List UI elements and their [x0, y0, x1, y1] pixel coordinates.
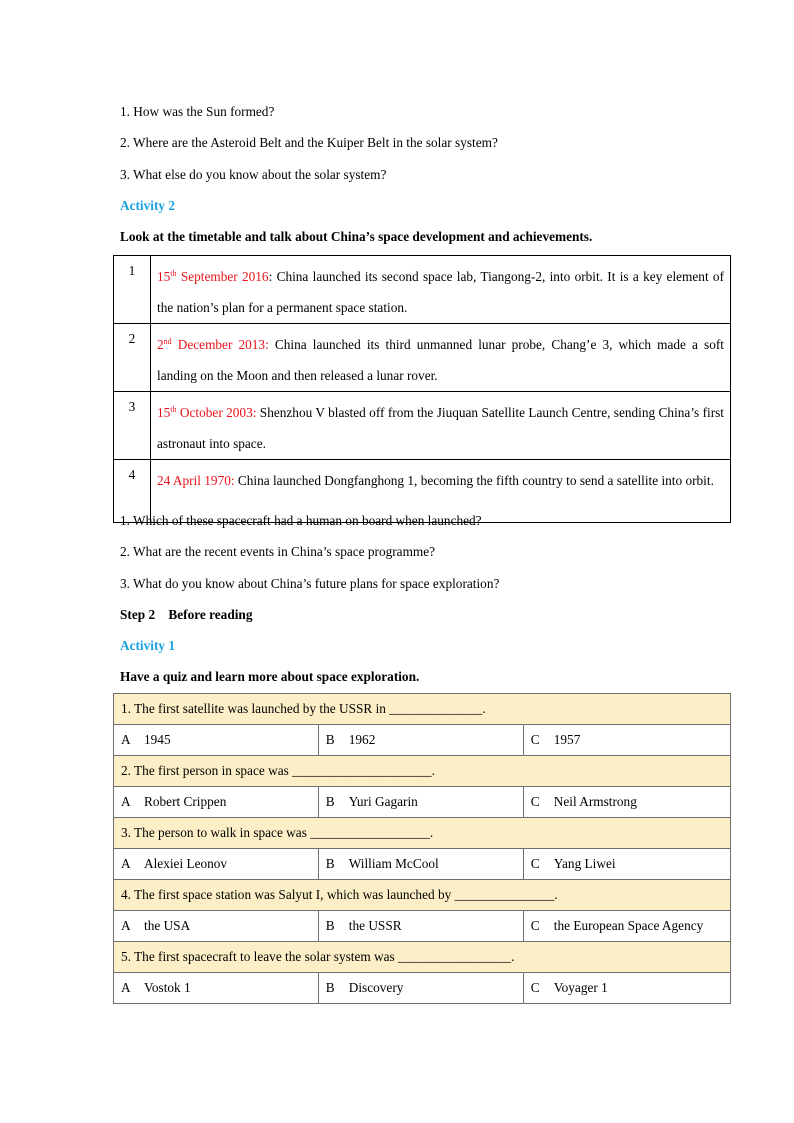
quiz-options-row — [114, 849, 731, 880]
event-text: Shenzhou V blasted off from the Jiuquan Satellite Launch Centre, sending China’s first astronaut into space. — [157, 405, 724, 451]
activity2-instruction: Look at the timetable and talk about China’s space development and achievements. — [120, 229, 593, 244]
quiz-question-row — [114, 694, 731, 725]
quiz-question: 5. The first spacecraft to leave the solar system was _________________. — [114, 942, 731, 973]
row-number: 1 — [114, 256, 151, 324]
quiz-option-c[interactable]: C 1957 — [523, 725, 730, 756]
quiz-options-row — [114, 725, 731, 756]
quiz-option-c[interactable]: C the European Space Agency — [523, 911, 730, 942]
intro-question: 2. Where are the Asteroid Belt and the Kuiper Belt in the solar system? — [120, 135, 498, 150]
quiz-option-b[interactable]: B William McCool — [318, 849, 523, 880]
timeline-row — [114, 256, 731, 324]
quiz-question-row — [114, 818, 731, 849]
quiz-option-a[interactable]: A Alexiei Leonov — [114, 849, 319, 880]
event-date: 2nd December 2013: — [157, 337, 269, 352]
discussion-question: 2. What are the recent events in China’s space programme? — [120, 544, 436, 559]
discussion-question: 3. What do you know about China’s future plans for space exploration? — [120, 576, 500, 591]
quiz-option-a[interactable]: A the USA — [114, 911, 319, 942]
activity2-heading: Activity 2 — [120, 198, 176, 213]
discussion-question: 1. Which of these spacecraft had a human on board when launched? — [120, 513, 482, 528]
row-number: 4 — [114, 460, 151, 523]
activity1-instruction: Have a quiz and learn more about space exploration. — [120, 669, 420, 684]
quiz-options-row — [114, 973, 731, 1004]
quiz-options-row — [114, 911, 731, 942]
quiz-option-a[interactable]: A Vostok 1 — [114, 973, 319, 1004]
quiz-question: 2. The first person in space was _____________________. — [114, 756, 731, 787]
quiz-question-row — [114, 756, 731, 787]
timeline-entry: 15th September 2016: China launched its second space lab, Tiangong-2, into orbit. It is a key element of the nation’s plan for a permanent space station. — [151, 256, 731, 324]
event-text: China launched its third unmanned lunar probe, Chang’e 3, which made a soft landing on the Moon and then released a lunar rover. — [157, 337, 724, 383]
quiz-option-b[interactable]: B the USSR — [318, 911, 523, 942]
quiz-option-a[interactable]: A Robert Crippen — [114, 787, 319, 818]
step2-heading: Step 2 Before reading — [120, 607, 253, 622]
timeline-entry — [151, 392, 731, 460]
quiz-options-row — [114, 787, 731, 818]
timeline-table — [113, 255, 731, 523]
quiz-option-c[interactable]: C Voyager 1 — [523, 973, 730, 1004]
row-number: 2 — [114, 324, 151, 392]
quiz-option-b[interactable]: B Discovery — [318, 973, 523, 1004]
quiz-option-b[interactable]: B 1962 — [318, 725, 523, 756]
quiz-option-c[interactable]: C Neil Armstrong — [523, 787, 730, 818]
quiz-option-b[interactable]: B Yuri Gagarin — [318, 787, 523, 818]
quiz-question-row — [114, 942, 731, 973]
quiz-question: 4. The first space station was Salyut I, which was launched by _______________. — [114, 880, 731, 911]
quiz-question-row — [114, 880, 731, 911]
event-date: 15th October 2003: — [157, 405, 257, 420]
timeline-row — [114, 324, 731, 392]
event-date: 24 April 1970: — [157, 473, 235, 488]
intro-question: 3. What else do you know about the solar system? — [120, 167, 387, 182]
intro-question: 1. How was the Sun formed? — [120, 104, 275, 119]
quiz-option-a[interactable]: A 1945 — [114, 725, 319, 756]
event-text: China launched its second space lab, Tiangong-2, into orbit. It is a key element of the nation’s plan for a permanent space station. — [157, 269, 725, 315]
event-date: 15th September 2016 — [157, 269, 269, 284]
event-text: China launched Dongfanghong 1, becoming the fifth country to send a satellite into orbit. — [234, 473, 714, 488]
timeline-row — [114, 392, 731, 460]
quiz-table — [113, 693, 731, 1004]
row-number: 3 — [114, 392, 151, 460]
quiz-question: 3. The person to walk in space was __________________. — [114, 818, 731, 849]
timeline-entry — [151, 324, 731, 392]
quiz-question: 1. The first satellite was launched by the USSR in ______________. — [114, 694, 731, 725]
activity1-heading: Activity 1 — [120, 638, 176, 653]
quiz-option-c[interactable]: C Yang Liwei — [523, 849, 730, 880]
